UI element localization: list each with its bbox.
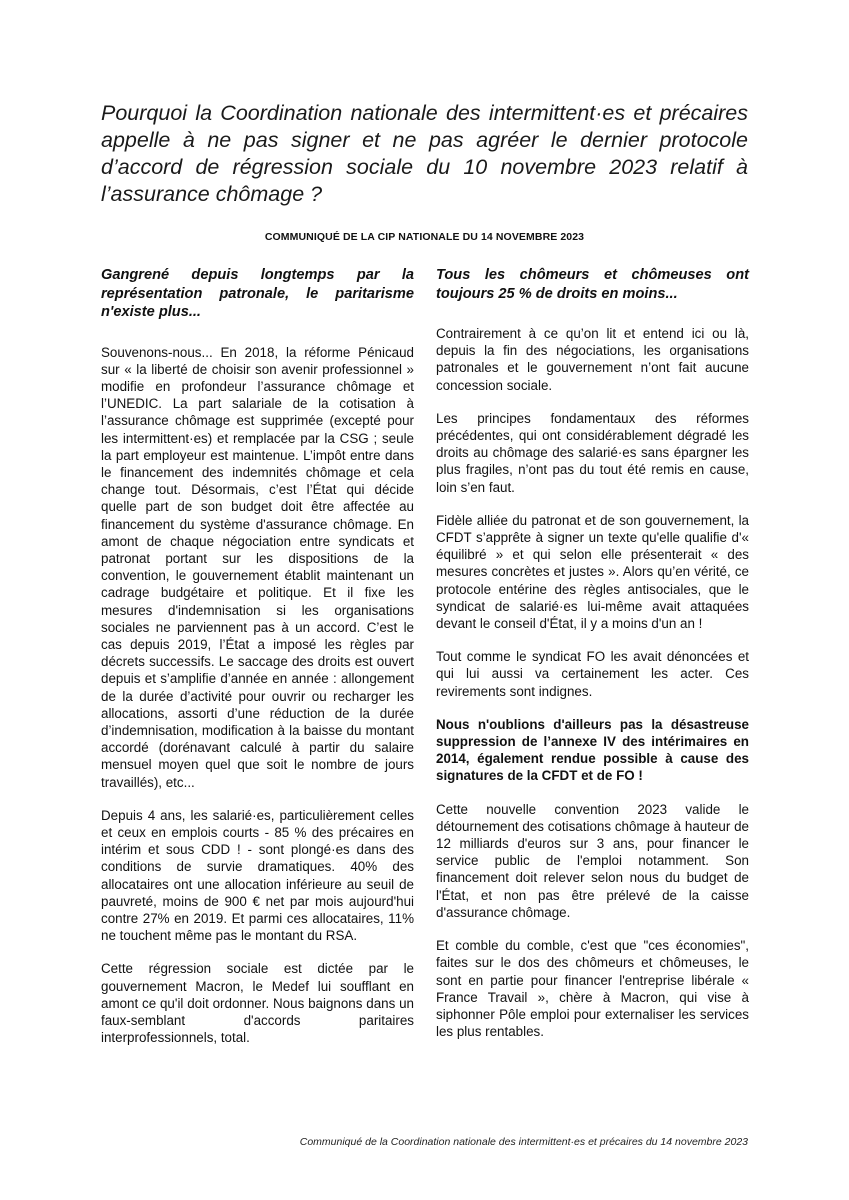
right-paragraph: Cette nouvelle convention 2023 valide le détournement des cotisations chômage à hauteur de 12 milliards d'euros sur 3 ans, pour financer le service public de l'emploi notamment. Son financement doit relever selon nous du budget de l'État, et non pas être prélevé de la caisse d'assurance chômage. [436,801,749,920]
left-paragraph: Souvenons-nous... En 2018, la réforme Pénicaud sur « la liberté de choisir son avenir professionnel » modifie en profondeur l’assurance chômage et l’UNEDIC. La part salariale de la cotisation à l’assurance chômage est supprimée (excepté pour les intermittent·es) et remplacée par la CSG ; seule la part employeur est maintenue. L’impôt entre dans le financement des indemnités chômage et cela change tout. Désormais, c’est l’État qui décide quelle part de son budget doit être affectée au financement du système d'assurance chômage. En amont de chaque négociation entre syndicats et patronat portant sur les dispositions de la convention, le gouvernement établit maintenant un cadrage budgétaire et politique. Et il fixe les mesures d'indemnisation si les organisations sociales ne parviennent pas à un accord. C’est le cas depuis 2019, l’État a imposé les règles par décrets successifs. Le saccage des droits est ouvert depuis et s’amplifie d’année en année : allongement de la durée d’activité pour ouvrir ou recharger les allocations, assorti d’une réduction de la durée d’indemnisation, modification à la baisse du montant accordé (dorénavant calculé à partir du salaire mensuel moyen quel que soit le nombre de jours travaillés), etc... [101,344,414,790]
right-paragraph: Et comble du comble, c'est que "ces économies", faites sur le dos des chômeurs et chômeuses, le sont en partie pour financer l'entreprise libérale « France Travail », chère à Macron, qui vise à siphonner Pôle emploi pour externaliser les services les plus rentables. [436,938,749,1040]
right-paragraph: Les principes fondamentaux des réformes précédentes, qui ont considérablement dégradé les droits au chômage des salarié·es sans épargner les plus fragiles, n’ont pas du tout été remis en cause, loin s’en faut. [436,410,749,495]
left-column-heading: Gangrené depuis longtemps par la représentation patronale, le paritarisme n'existe plus... [101,267,414,320]
right-paragraph: Fidèle alliée du patronat et de son gouvernement, la CFDT s’apprête à signer un texte qu'elle qualifie d'« équilibré » et qui selon elle présenterait « des mesures concrètes et justes ». Alors qu’en vérité, ce protocole entérine des règles antisociales, que le syndicat de salarié·es lui-même avait attaquées devant le conseil d'État, il y a moins d'un an ! [436,512,749,632]
left-paragraph: Cette régression sociale est dictée par le gouvernement Macron, le Medef lui soufflant en amont ce qu'il doit ordonner. Nous baignons dans un faux-semblant d'accords paritaires interprofessionnels, total. [101,961,414,1046]
left-column [101,266,414,1062]
right-paragraph: Contrairement à ce qu’on lit et entend ici ou là, depuis la fin des négociations, les organisations patronales et le gouvernement n’ont fait aucune concession sociale. [436,326,749,393]
right-paragraph-emphasis: Nous n'oublions d'ailleurs pas la désastreuse suppression de l’annexe IV des intérimaires en 2014, également rendue possible à cause des signatures de la CFDT et de FO ! [436,716,749,784]
document-subtitle: COMMUNIQUÉ DE LA CIP NATIONALE DU 14 NOVEMBRE 2023 [264,231,585,243]
right-column-heading: Tous les chômeurs et chômeuses ont toujours 25 % de droits en moins... [436,267,749,302]
right-column [436,266,749,1056]
right-paragraph: Tout comme le syndicat FO les avait dénoncées et qui lui aussi va certainement les acter. Ces revirements sont indignes. [436,649,749,699]
page-footer: Communiqué de la Coordination nationale des intermittent·es et précaires du 14 novembre 2023 [299,1136,748,1148]
left-paragraph: Depuis 4 ans, les salarié·es, particulièrement celles et ceux en emplois courts - 85 % des précaires en intérim et sous CDD ! - sont plongé·es dans des conditions de survie dramatiques. 40% des allocataires ont une allocation inférieure au seuil de pauvreté, moins de 900 € net par mois aujourd'hui contre 27% en 2019. Et parmi ces allocataires, 11% ne touchent même pas le montant du RSA. [101,807,414,944]
document-title: Pourquoi la Coordination nationale des intermittent·es et précaires appelle à ne pas signer et ne pas agréer le dernier protocole d’accord de régression sociale du 10 novembre 2023 relatif à l’assurance chômage ? [101,101,748,206]
